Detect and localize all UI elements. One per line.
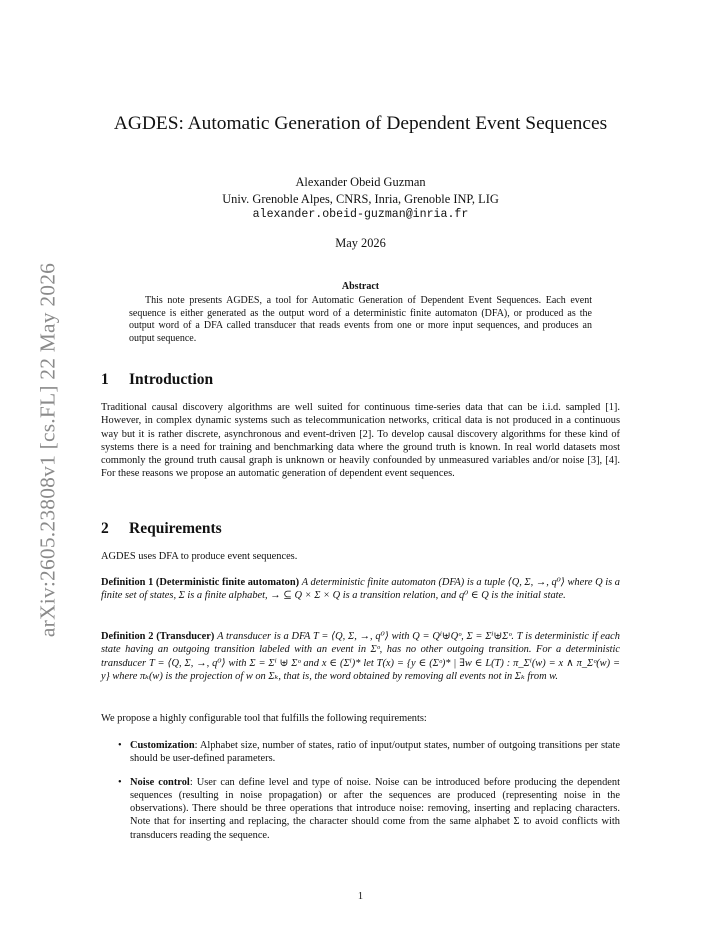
definition-heading: Definition 2 (Transducer) <box>101 631 215 642</box>
abstract-text: This note presents AGDES, a tool for Automatic Generation of Dependent Event Sequences. Each event sequence is either generated as the output word of a deterministic finite automaton (DFA), or produced as the output word of a DFA called transducer that reads events from one or more input sequences, and produces an output sequence. <box>129 295 592 344</box>
list-item <box>101 776 620 842</box>
section-title: Introduction <box>129 371 214 388</box>
author-name: Alexander Obeid Guzman <box>295 175 426 189</box>
requirements-lead-in: We propose a highly configurable tool that fulfills the following requirements: <box>101 713 427 724</box>
definition-1 <box>101 576 620 603</box>
paper-title: AGDES: Automatic Generation of Dependent Event Sequences <box>113 113 608 134</box>
section-number: 2 <box>101 520 109 537</box>
section-number: 1 <box>101 371 109 388</box>
requirement-text: : User can define level and type of noise. Noise can be introduced before producing the dependent sequences (resulting in noise propagation) or after the sequences are produced (representing noise in the observations). There should be three operations that introduce noise: removing, inserting and replacing characters. Note that for inserting and replacing, the character should come from the same alphabet Σ to avoid conflicts with transducers reading the sequence. <box>130 776 620 841</box>
requirements-intro-paragraph: AGDES uses DFA to produce event sequences. <box>101 551 298 562</box>
definition-body: A transducer is a DFA T = ⟨Q, Σ, →, q⁰⟩ with Q = Qⁱ⊎Qᵒ, Σ = Σⁱ⊎Σᵒ. T is deterministic if each state having an outgoing transition labeled with an event in Σᵒ, has no other outgoing transition. For a deterministic transducer T = ⟨Q, Σ, →, q⁰⟩ with Σ = Σⁱ ⊎ Σᵒ and x ∈ (Σⁱ)* let T(x) = {y ∈ (Σᵒ)* | ∃w ∈ L(T) : π_Σⁱ(w) = x ∧ π_Σᵒ(w) = y} where πₖ(w) is the projection of w on Σₖ, that is, the word obtained by removing all events not in Σₖ from w. <box>101 631 620 682</box>
definition-2 <box>101 630 620 683</box>
requirement-label: Customization <box>130 740 195 751</box>
arxiv-identifier-stamp: arXiv:2605.23808v1 [cs.FL] 22 May 2026 <box>35 262 60 638</box>
list-item <box>101 739 620 766</box>
abstract-heading: Abstract <box>341 281 380 292</box>
definition-heading: Definition 1 (Deterministic finite automaton) <box>101 577 300 588</box>
requirement-text: : Alphabet size, number of states, ratio of input/output states, number of outgoing transitions per state should be user-defined parameters. <box>130 740 620 765</box>
requirements-list <box>101 739 620 842</box>
introduction-paragraph: Traditional causal discovery algorithms are well suited for continuous time-series data that can be i.i.d. sampled [1]. However, in complex dynamic systems such as telecommunication networks, critical data is not produced in a continuous way but it is rather discrete, asynchronous and event-driven [2]. To develop causal discovery algorithms for these kind of systems there is a need for training and benchmarking data where the ground truth is known. In real world datasets most commonly the ground truth causal graph is unknown or heavily confounded by unmeasured variables and/or noise [3], [4]. For these reasons we propose an automatic generation of dependent event sequences. <box>101 402 620 480</box>
definition-body: A deterministic finite automaton (DFA) is a tuple ⟨Q, Σ, →, q⁰⟩ where Q is a finite set of states, Σ is a finite alphabet, → ⊆ Q × Σ × Q is a transition relation, and q⁰ ∈ Q is the initial state. <box>101 577 621 602</box>
section-heading-requirements <box>101 520 222 538</box>
author-affiliation: Univ. Grenoble Alpes, CNRS, Inria, Grenoble INP, LIG <box>222 192 499 206</box>
author-email: alexander.obeid-guzman@inria.fr <box>252 208 469 221</box>
page-number: 1 <box>357 891 364 902</box>
bullet-icon: • <box>118 776 122 788</box>
section-heading-introduction <box>101 371 213 389</box>
section-title: Requirements <box>129 520 222 537</box>
bullet-icon: • <box>118 740 122 751</box>
paper-date: May 2026 <box>335 236 386 250</box>
requirement-label: Noise control <box>130 776 190 788</box>
